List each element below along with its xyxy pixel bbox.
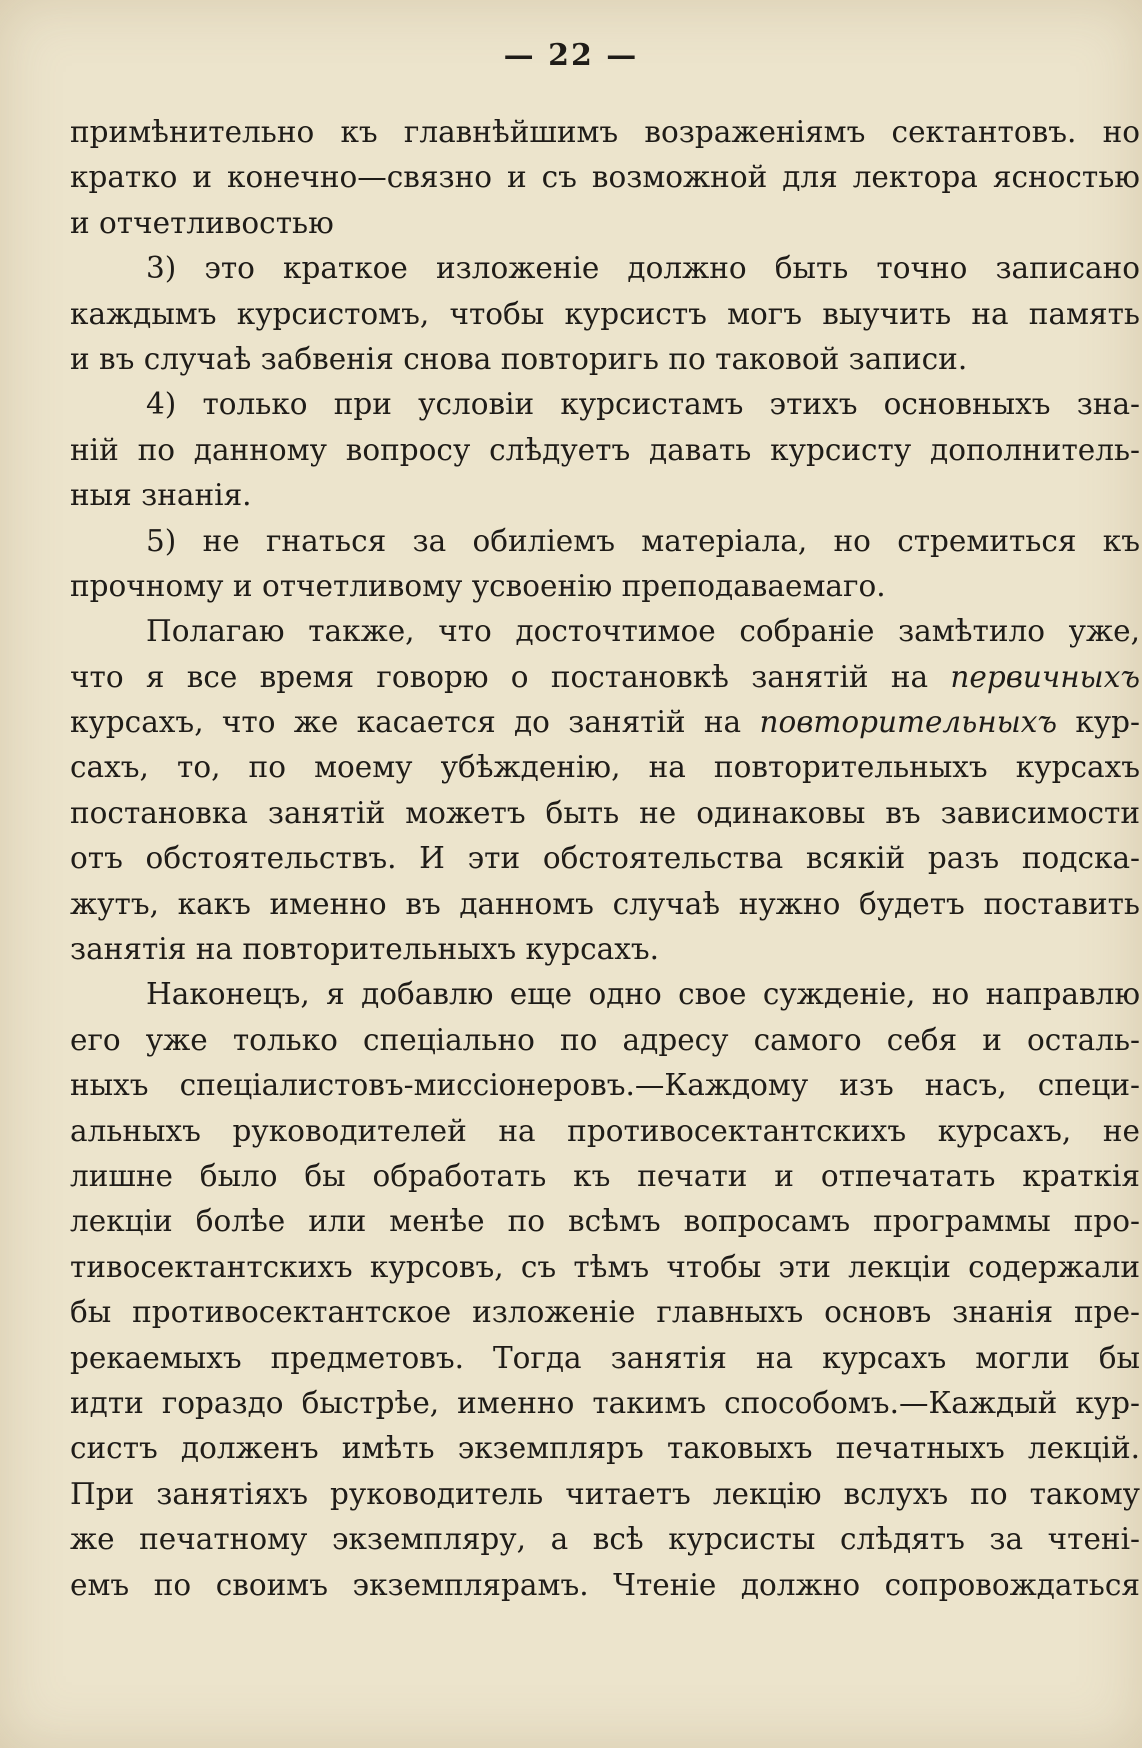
text-line (70, 1245, 1140, 1290)
text-run: кур- (1057, 705, 1140, 740)
text-run: кратко и конечно—связно и съ возможной для лектора ясностью (70, 160, 1140, 195)
text-line (70, 155, 1140, 200)
text-line (70, 201, 1140, 246)
text-run: При занятіяхъ руководитель читаетъ лекцію вслухъ по такому (70, 1476, 1140, 1511)
text-run: 4) только при условіи курсистамъ этихъ основныхъ зна- (146, 387, 1140, 422)
text-line (70, 246, 1140, 291)
text-run: примѣнительно къ главнѣйшимъ возраженіямъ сектантовъ. но (70, 115, 1140, 149)
text-line (70, 1381, 1140, 1426)
text-line (70, 1063, 1140, 1108)
text-run: каждымъ курсистомъ, чтобы курсистъ могъ выучить на память (70, 296, 1140, 331)
text-line (70, 791, 1140, 836)
text-run: что я все время говорю о постановкѣ занятій на (70, 659, 951, 694)
text-run: его уже только спеціально по адресу самого себя и осталь- (70, 1022, 1140, 1057)
text-run: емъ по своимъ экземплярамъ. Чтеніе должно сопровождаться (70, 1567, 1140, 1602)
italic-term: первичныхъ (950, 659, 1140, 694)
text-line (70, 927, 1140, 972)
text-line (70, 882, 1140, 927)
text-line (70, 564, 1140, 609)
text-run: 3) это краткое изложеніе должно быть точно записано (146, 251, 1140, 286)
text-run: лекціи болѣе или менѣе по всѣмъ вопросамъ программы про- (70, 1204, 1140, 1239)
text-run: рекаемыхъ предметовъ. Тогда занятія на курсахъ могли бы (70, 1340, 1140, 1375)
text-line (70, 1336, 1140, 1381)
text-run: и отчетливостью (70, 205, 334, 240)
text-run: жутъ, какъ именно въ данномъ случаѣ нужно будетъ поставить (70, 886, 1140, 921)
text-line (70, 1517, 1140, 1562)
italic-term: повторительныхъ (759, 705, 1058, 740)
text-run: курсахъ, что же касается до занятій на (70, 705, 760, 740)
text-run: ній по данному вопросу слѣдуетъ давать курсисту дополнитель- (70, 432, 1140, 467)
text-run: ныхъ спеціалистовъ-миссіонеровъ.—Каждому изъ насъ, специ- (70, 1068, 1140, 1103)
text-run: отъ обстоятельствъ. И эти обстоятельства всякій разъ подска- (70, 841, 1140, 876)
text-run: Полагаю также, что досточтимое собраніе замѣтило уже, (146, 614, 1140, 649)
text-line (70, 292, 1140, 337)
text-run: сахъ, то, по моему убѣжденію, на повторительныхъ курсахъ (70, 750, 1140, 785)
text-run: же печатному экземпляру, а всѣ курсисты слѣдятъ за чтені- (70, 1522, 1140, 1557)
page-body-text (70, 110, 1140, 1608)
text-line (70, 337, 1140, 382)
text-run: постановка занятій можетъ быть не одинаковы въ зависимости (70, 795, 1140, 830)
text-line (70, 609, 1140, 654)
text-line (70, 473, 1140, 518)
text-line (70, 1154, 1140, 1199)
page-number: — 22 — (503, 38, 639, 73)
text-run: систъ долженъ имѣть экземпляръ таковыхъ печатныхъ лекцій. (70, 1431, 1140, 1466)
text-run: прочному и отчетливому усвоенію преподаваемаго. (70, 568, 886, 603)
text-line (70, 700, 1140, 745)
text-run: бы противосектантское изложеніе главныхъ основъ знанія пре- (70, 1295, 1140, 1330)
text-run: ныя знанія. (70, 478, 252, 513)
text-run: занятія на повторительныхъ курсахъ. (70, 932, 660, 967)
text-run: Наконецъ, я добавлю еще одно свое сужденіе, но направлю (146, 977, 1140, 1012)
text-run: и въ случаѣ забвенія снова повторигь по таковой записи. (70, 341, 968, 376)
text-line (70, 972, 1140, 1017)
text-line (70, 1563, 1140, 1608)
text-line (70, 836, 1140, 881)
text-line (70, 110, 1140, 155)
text-line (70, 1018, 1140, 1063)
text-line (70, 519, 1140, 564)
text-run: альныхъ руководителей на противосектантскихъ курсахъ, не (70, 1113, 1140, 1148)
text-run: 5) не гнаться за обиліемъ матеріала, но стремиться къ (146, 523, 1140, 558)
text-line (70, 745, 1140, 790)
text-line (70, 1109, 1140, 1154)
text-run: лишне было бы обработать къ печати и отпечатать краткія (70, 1158, 1140, 1193)
text-run: тивосектантскихъ курсовъ, съ тѣмъ чтобы эти лекціи содержали (70, 1249, 1140, 1284)
text-line (70, 1290, 1140, 1335)
text-line (70, 1426, 1140, 1471)
text-line (70, 428, 1140, 473)
text-line (70, 1472, 1140, 1517)
text-line (70, 1199, 1140, 1244)
text-line (70, 382, 1140, 427)
text-run: идти гораздо быстрѣе, именно такимъ способомъ.—Каждый кур- (70, 1385, 1140, 1420)
text-line (70, 655, 1140, 700)
